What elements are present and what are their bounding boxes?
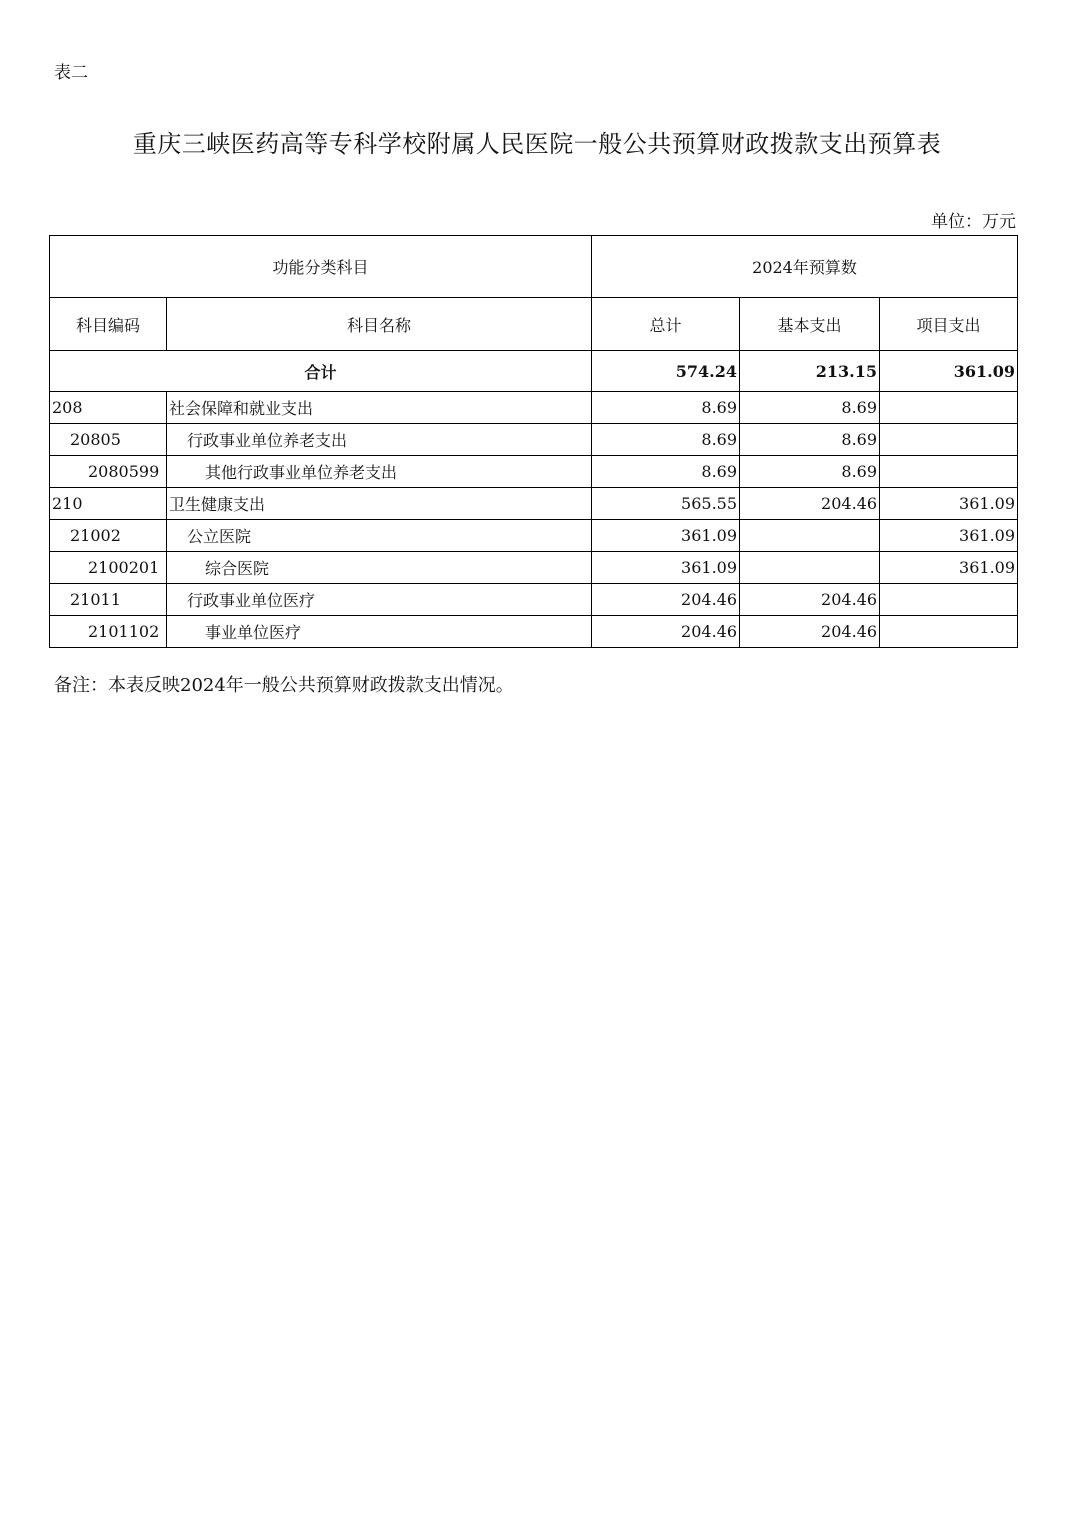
row-name: 公立医院 (167, 520, 592, 552)
table-row (50, 616, 1018, 648)
row-basic: 8.69 (740, 424, 880, 456)
table-row (50, 456, 1018, 488)
basic-column-header: 基本支出 (740, 298, 880, 351)
total-basic: 213.15 (740, 351, 880, 392)
row-project: 361.09 (880, 488, 1018, 520)
row-basic: 204.46 (740, 488, 880, 520)
group-header-row (50, 236, 1018, 298)
column-header-row (50, 298, 1018, 351)
row-project: 361.09 (880, 552, 1018, 584)
row-name: 事业单位医疗 (167, 616, 592, 648)
code-column-header: 科目编码 (50, 298, 167, 351)
row-name: 卫生健康支出 (167, 488, 592, 520)
total-row (50, 351, 1018, 392)
table-row (50, 520, 1018, 552)
row-name: 综合医院 (167, 552, 592, 584)
row-code: 2100201 (50, 552, 167, 584)
row-total: 204.46 (592, 616, 740, 648)
row-total: 8.69 (592, 392, 740, 424)
function-category-header: 功能分类科目 (50, 236, 592, 298)
row-project (880, 424, 1018, 456)
total-project: 361.09 (880, 351, 1018, 392)
row-total: 361.09 (592, 520, 740, 552)
total-label: 合计 (50, 351, 592, 392)
budget-2024-header: 2024年预算数 (592, 236, 1018, 298)
budget-table (49, 235, 1018, 648)
row-project (880, 616, 1018, 648)
row-total: 8.69 (592, 456, 740, 488)
row-total: 8.69 (592, 424, 740, 456)
row-code: 2080599 (50, 456, 167, 488)
row-code: 208 (50, 392, 167, 424)
row-name: 社会保障和就业支出 (167, 392, 592, 424)
row-code: 21011 (50, 584, 167, 616)
row-name: 行政事业单位医疗 (167, 584, 592, 616)
table-row (50, 488, 1018, 520)
row-code: 21002 (50, 520, 167, 552)
remark-note: 备注：本表反映2024年一般公共预算财政拨款支出情况。 (54, 675, 514, 696)
table-label: 表二 (54, 63, 88, 83)
row-project: 361.09 (880, 520, 1018, 552)
row-name: 其他行政事业单位养老支出 (167, 456, 592, 488)
unit-note: 单位：万元 (931, 212, 1016, 232)
table-row (50, 424, 1018, 456)
project-column-header: 项目支出 (880, 298, 1018, 351)
name-column-header: 科目名称 (167, 298, 592, 351)
row-basic: 8.69 (740, 456, 880, 488)
row-project (880, 392, 1018, 424)
table-row (50, 392, 1018, 424)
row-basic (740, 520, 880, 552)
row-code: 20805 (50, 424, 167, 456)
row-total: 565.55 (592, 488, 740, 520)
row-project (880, 584, 1018, 616)
row-basic (740, 552, 880, 584)
document-title: 重庆三峡医药高等专科学校附属人民医院一般公共预算财政拨款支出预算表 (132, 130, 942, 158)
row-basic: 8.69 (740, 392, 880, 424)
table-row (50, 552, 1018, 584)
row-code: 210 (50, 488, 167, 520)
table-row (50, 584, 1018, 616)
row-basic: 204.46 (740, 616, 880, 648)
row-total: 204.46 (592, 584, 740, 616)
row-project (880, 456, 1018, 488)
row-name: 行政事业单位养老支出 (167, 424, 592, 456)
total-sum: 574.24 (592, 351, 740, 392)
total-column-header: 总计 (592, 298, 740, 351)
row-code: 2101102 (50, 616, 167, 648)
row-total: 361.09 (592, 552, 740, 584)
row-basic: 204.46 (740, 584, 880, 616)
